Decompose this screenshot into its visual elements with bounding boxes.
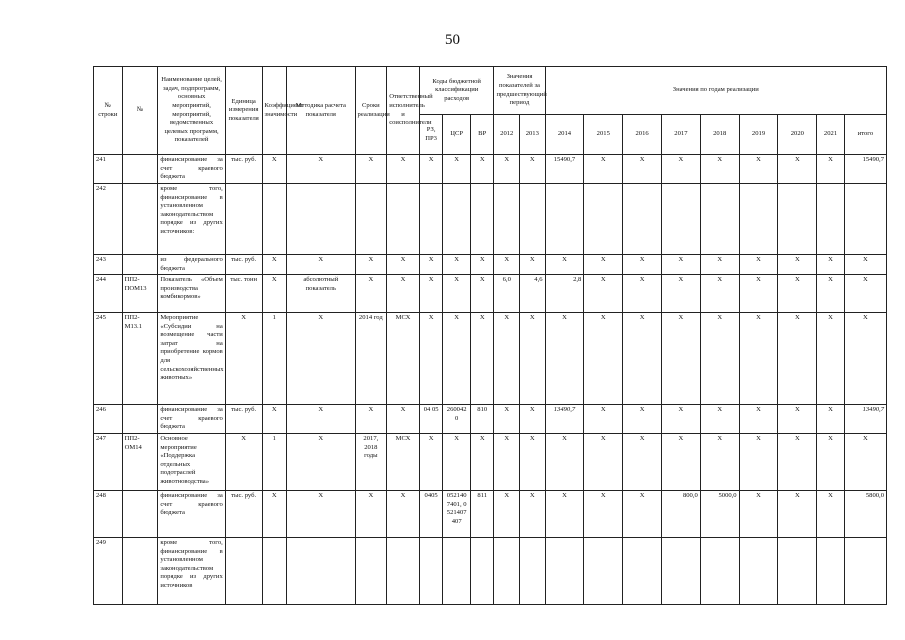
- cell-vr: [470, 184, 494, 255]
- cell-number: [122, 405, 158, 434]
- cell-2012: [494, 184, 520, 255]
- cell-method: X: [287, 434, 355, 491]
- cell-line: 245: [94, 313, 123, 405]
- cell-2018: [700, 184, 739, 255]
- cell-unit: тыс. тонн: [225, 275, 262, 313]
- table-row: [94, 255, 887, 275]
- cell-terms: [355, 538, 387, 605]
- header-year-2015: 2015: [584, 115, 623, 155]
- cell-csr: X: [443, 275, 471, 313]
- cell-method: X: [287, 313, 355, 405]
- table-row: [94, 434, 887, 491]
- cell-terms: 2017, 2018 годы: [355, 434, 387, 491]
- cell-rz: [419, 184, 443, 255]
- cell-2014: 15490,7: [545, 155, 584, 184]
- cell-vr: X: [470, 313, 494, 405]
- cell-2017: [661, 184, 700, 255]
- cell-2014: 2,8: [545, 275, 584, 313]
- cell-2014: X: [545, 434, 584, 491]
- cell-2017: X: [661, 275, 700, 313]
- cell-unit: тыс. руб.: [225, 155, 262, 184]
- cell-line: 247: [94, 434, 123, 491]
- cell-executor: X: [387, 275, 420, 313]
- cell-unit: X: [225, 313, 262, 405]
- cell-2013: X: [520, 255, 546, 275]
- cell-2015: X: [584, 405, 623, 434]
- cell-total: [844, 538, 886, 605]
- cell-2014: 13490,7: [545, 405, 584, 434]
- cell-line: 243: [94, 255, 123, 275]
- table-row: [94, 538, 887, 605]
- cell-2012: X: [494, 434, 520, 491]
- cell-csr: X: [443, 255, 471, 275]
- cell-method: [287, 538, 355, 605]
- header-year-2021: 2021: [817, 115, 845, 155]
- cell-unit: X: [225, 434, 262, 491]
- cell-2012: X: [494, 405, 520, 434]
- cell-2016: X: [623, 255, 662, 275]
- cell-vr: 810: [470, 405, 494, 434]
- cell-number: ПП2-ПОМ13: [122, 275, 158, 313]
- cell-name: Показатель «Объем производства комбикормов»: [158, 275, 225, 313]
- cell-executor: X: [387, 255, 420, 275]
- cell-2019: X: [739, 255, 778, 275]
- cell-line: 246: [94, 405, 123, 434]
- cell-number: [122, 538, 158, 605]
- cell-terms: [355, 184, 387, 255]
- cell-total: 15490,7: [844, 155, 886, 184]
- cell-executor: X: [387, 155, 420, 184]
- header-method: Методика расчета показателя: [287, 67, 355, 155]
- cell-2015: [584, 538, 623, 605]
- cell-executor: X: [387, 405, 420, 434]
- cell-2019: [739, 184, 778, 255]
- cell-2019: X: [739, 405, 778, 434]
- cell-coefficient: X: [262, 155, 287, 184]
- cell-2013: [520, 184, 546, 255]
- cell-name: кроме того, финансирование в установленном законодательством порядке из других источников: [158, 538, 225, 605]
- header-year-2016: 2016: [623, 115, 662, 155]
- cell-2021: X: [817, 255, 845, 275]
- cell-coefficient: X: [262, 405, 287, 434]
- cell-unit: [225, 538, 262, 605]
- cell-2020: X: [778, 275, 817, 313]
- cell-vr: X: [470, 255, 494, 275]
- header-total: итого: [844, 115, 886, 155]
- cell-total: 13490,7: [844, 405, 886, 434]
- cell-2020: X: [778, 405, 817, 434]
- cell-2017: X: [661, 434, 700, 491]
- cell-2014: X: [545, 491, 584, 538]
- cell-2012: 6,0: [494, 275, 520, 313]
- header-name: Наименование целей, задач, подпрограмм, основных мероприятий, мероприятий, ведомственных целевых программ, показателей: [158, 67, 225, 155]
- cell-total: X: [844, 313, 886, 405]
- header-year-2019: 2019: [739, 115, 778, 155]
- cell-line: 248: [94, 491, 123, 538]
- header-previous-period: Значения показателей за предшествующий период: [494, 67, 545, 115]
- cell-2016: [623, 538, 662, 605]
- cell-2013: [520, 538, 546, 605]
- cell-csr: [443, 184, 471, 255]
- cell-total: X: [844, 255, 886, 275]
- cell-2018: X: [700, 255, 739, 275]
- cell-name: финансирование за счет краевого бюджета: [158, 155, 225, 184]
- cell-terms: X: [355, 405, 387, 434]
- cell-2017: [661, 538, 700, 605]
- cell-2019: X: [739, 155, 778, 184]
- cell-vr: X: [470, 275, 494, 313]
- cell-unit: тыс. руб.: [225, 255, 262, 275]
- cell-name: Основное мероприятие «Поддержка отдельных подотраслей животноводства»: [158, 434, 225, 491]
- cell-2015: X: [584, 275, 623, 313]
- cell-method: [287, 184, 355, 255]
- cell-total: X: [844, 275, 886, 313]
- cell-2014: [545, 184, 584, 255]
- cell-2019: [739, 538, 778, 605]
- cell-executor: МСХ: [387, 313, 420, 405]
- cell-terms: X: [355, 275, 387, 313]
- cell-2021: [817, 538, 845, 605]
- cell-executor: X: [387, 491, 420, 538]
- cell-csr: 0521407401, 0521407407: [443, 491, 471, 538]
- header-year-2017: 2017: [661, 115, 700, 155]
- cell-total: X: [844, 434, 886, 491]
- cell-2015: X: [584, 434, 623, 491]
- table-row: [94, 405, 887, 434]
- cell-coefficient: X: [262, 275, 287, 313]
- cell-name: Мероприятие «Субсидии на возмещение части затрат на приобретение кормов для сельскохозяйственных животных»: [158, 313, 225, 405]
- cell-executor: [387, 538, 420, 605]
- cell-2021: [817, 184, 845, 255]
- cell-name: финансирование за счет краевого бюджета: [158, 405, 225, 434]
- header-budget-codes: Коды бюджетной классификации расходов: [419, 67, 494, 115]
- cell-2017: 800,0: [661, 491, 700, 538]
- cell-2018: X: [700, 275, 739, 313]
- header-years-group: Значения по годам реализации: [545, 67, 886, 115]
- cell-number: [122, 255, 158, 275]
- cell-2020: X: [778, 313, 817, 405]
- cell-terms: X: [355, 155, 387, 184]
- cell-coefficient: 1: [262, 434, 287, 491]
- header-unit: Единица измерения показателя: [225, 67, 262, 155]
- cell-line: 249: [94, 538, 123, 605]
- cell-vr: X: [470, 434, 494, 491]
- cell-2021: X: [817, 405, 845, 434]
- cell-coefficient: [262, 538, 287, 605]
- cell-coefficient: X: [262, 491, 287, 538]
- cell-2021: X: [817, 491, 845, 538]
- cell-number: [122, 155, 158, 184]
- cell-csr: 2600420: [443, 405, 471, 434]
- cell-2012: X: [494, 155, 520, 184]
- cell-coefficient: 1: [262, 313, 287, 405]
- cell-unit: тыс. руб.: [225, 405, 262, 434]
- cell-2013: X: [520, 155, 546, 184]
- cell-name: финансирование за счет краевого бюджета: [158, 491, 225, 538]
- cell-2016: X: [623, 155, 662, 184]
- cell-2015: X: [584, 491, 623, 538]
- header-row-number: № строки: [94, 67, 123, 155]
- cell-2016: X: [623, 491, 662, 538]
- cell-2017: X: [661, 313, 700, 405]
- table-row: [94, 275, 887, 313]
- cell-csr: X: [443, 434, 471, 491]
- cell-rz: X: [419, 313, 443, 405]
- cell-2018: 5000,0: [700, 491, 739, 538]
- cell-rz: X: [419, 255, 443, 275]
- cell-csr: X: [443, 313, 471, 405]
- cell-2012: X: [494, 255, 520, 275]
- cell-2013: X: [520, 491, 546, 538]
- header-terms: Сроки реализации: [355, 67, 387, 155]
- cell-2019: X: [739, 434, 778, 491]
- cell-csr: X: [443, 155, 471, 184]
- cell-2021: X: [817, 275, 845, 313]
- cell-method: X: [287, 155, 355, 184]
- cell-rz: X: [419, 434, 443, 491]
- header-executor: Ответственный исполнитель и соисполнители: [387, 67, 420, 155]
- header-year-2018: 2018: [700, 115, 739, 155]
- cell-total: 5800,0: [844, 491, 886, 538]
- cell-2012: X: [494, 313, 520, 405]
- cell-2020: X: [778, 434, 817, 491]
- header-vr: ВР: [470, 115, 494, 155]
- cell-csr: [443, 538, 471, 605]
- cell-total: [844, 184, 886, 255]
- cell-2013: X: [520, 313, 546, 405]
- header-year-2014: 2014: [545, 115, 584, 155]
- page-number: 50: [445, 32, 460, 48]
- cell-rz: X: [419, 275, 443, 313]
- header-csr: ЦСР: [443, 115, 471, 155]
- cell-method: абсолютный показатель: [287, 275, 355, 313]
- cell-2018: X: [700, 155, 739, 184]
- cell-2015: X: [584, 155, 623, 184]
- cell-method: X: [287, 491, 355, 538]
- cell-2018: [700, 538, 739, 605]
- cell-2018: X: [700, 313, 739, 405]
- cell-2012: X: [494, 491, 520, 538]
- cell-2015: X: [584, 255, 623, 275]
- cell-executor: [387, 184, 420, 255]
- cell-2016: X: [623, 313, 662, 405]
- cell-2020: X: [778, 155, 817, 184]
- table-row: [94, 313, 887, 405]
- cell-2019: X: [739, 275, 778, 313]
- header-year-2020: 2020: [778, 115, 817, 155]
- cell-2013: X: [520, 405, 546, 434]
- cell-2014: [545, 538, 584, 605]
- cell-method: X: [287, 255, 355, 275]
- header-coefficient: Коэффициент значимости: [262, 67, 287, 155]
- header-year-2013: 2013: [520, 115, 546, 155]
- cell-2021: X: [817, 313, 845, 405]
- cell-2020: X: [778, 491, 817, 538]
- cell-vr: [470, 538, 494, 605]
- cell-rz: X: [419, 155, 443, 184]
- cell-rz: 0405: [419, 491, 443, 538]
- cell-2013: X: [520, 434, 546, 491]
- cell-2018: X: [700, 405, 739, 434]
- cell-unit: [225, 184, 262, 255]
- header-year-2012: 2012: [494, 115, 520, 155]
- cell-terms: 2014 год: [355, 313, 387, 405]
- cell-2016: [623, 184, 662, 255]
- cell-coefficient: X: [262, 255, 287, 275]
- cell-coefficient: [262, 184, 287, 255]
- cell-2016: X: [623, 434, 662, 491]
- cell-unit: тыс. руб.: [225, 491, 262, 538]
- cell-line: 242: [94, 184, 123, 255]
- header-rz: РЗ, ПР3: [419, 115, 443, 155]
- cell-2019: X: [739, 491, 778, 538]
- cell-rz: 04 05: [419, 405, 443, 434]
- cell-2017: X: [661, 155, 700, 184]
- cell-2015: [584, 184, 623, 255]
- cell-2015: X: [584, 313, 623, 405]
- cell-line: 244: [94, 275, 123, 313]
- cell-number: ПП2-ОМ14: [122, 434, 158, 491]
- cell-2012: [494, 538, 520, 605]
- cell-2021: X: [817, 155, 845, 184]
- cell-2021: X: [817, 434, 845, 491]
- cell-name: кроме того, финансирование в установленном законодательством порядке из других источников:: [158, 184, 225, 255]
- cell-number: [122, 184, 158, 255]
- cell-2020: X: [778, 255, 817, 275]
- cell-2017: X: [661, 405, 700, 434]
- cell-line: 241: [94, 155, 123, 184]
- cell-2016: X: [623, 275, 662, 313]
- cell-2020: [778, 538, 817, 605]
- table-row: [94, 491, 887, 538]
- cell-vr: X: [470, 155, 494, 184]
- header-number: №: [122, 67, 158, 155]
- cell-2014: X: [545, 255, 584, 275]
- cell-number: [122, 491, 158, 538]
- cell-2017: X: [661, 255, 700, 275]
- cell-number: ПП2-М13.1: [122, 313, 158, 405]
- cell-terms: X: [355, 255, 387, 275]
- cell-name: из федерального бюджета: [158, 255, 225, 275]
- cell-vr: 811: [470, 491, 494, 538]
- cell-2020: [778, 184, 817, 255]
- table-row: [94, 155, 887, 184]
- cell-executor: МСХ: [387, 434, 420, 491]
- budget-table: [93, 66, 887, 605]
- table-row: [94, 184, 887, 255]
- cell-rz: [419, 538, 443, 605]
- cell-method: X: [287, 405, 355, 434]
- cell-2018: X: [700, 434, 739, 491]
- cell-2014: X: [545, 313, 584, 405]
- cell-2019: X: [739, 313, 778, 405]
- cell-2013: 4,6: [520, 275, 546, 313]
- cell-2016: X: [623, 405, 662, 434]
- cell-terms: X: [355, 491, 387, 538]
